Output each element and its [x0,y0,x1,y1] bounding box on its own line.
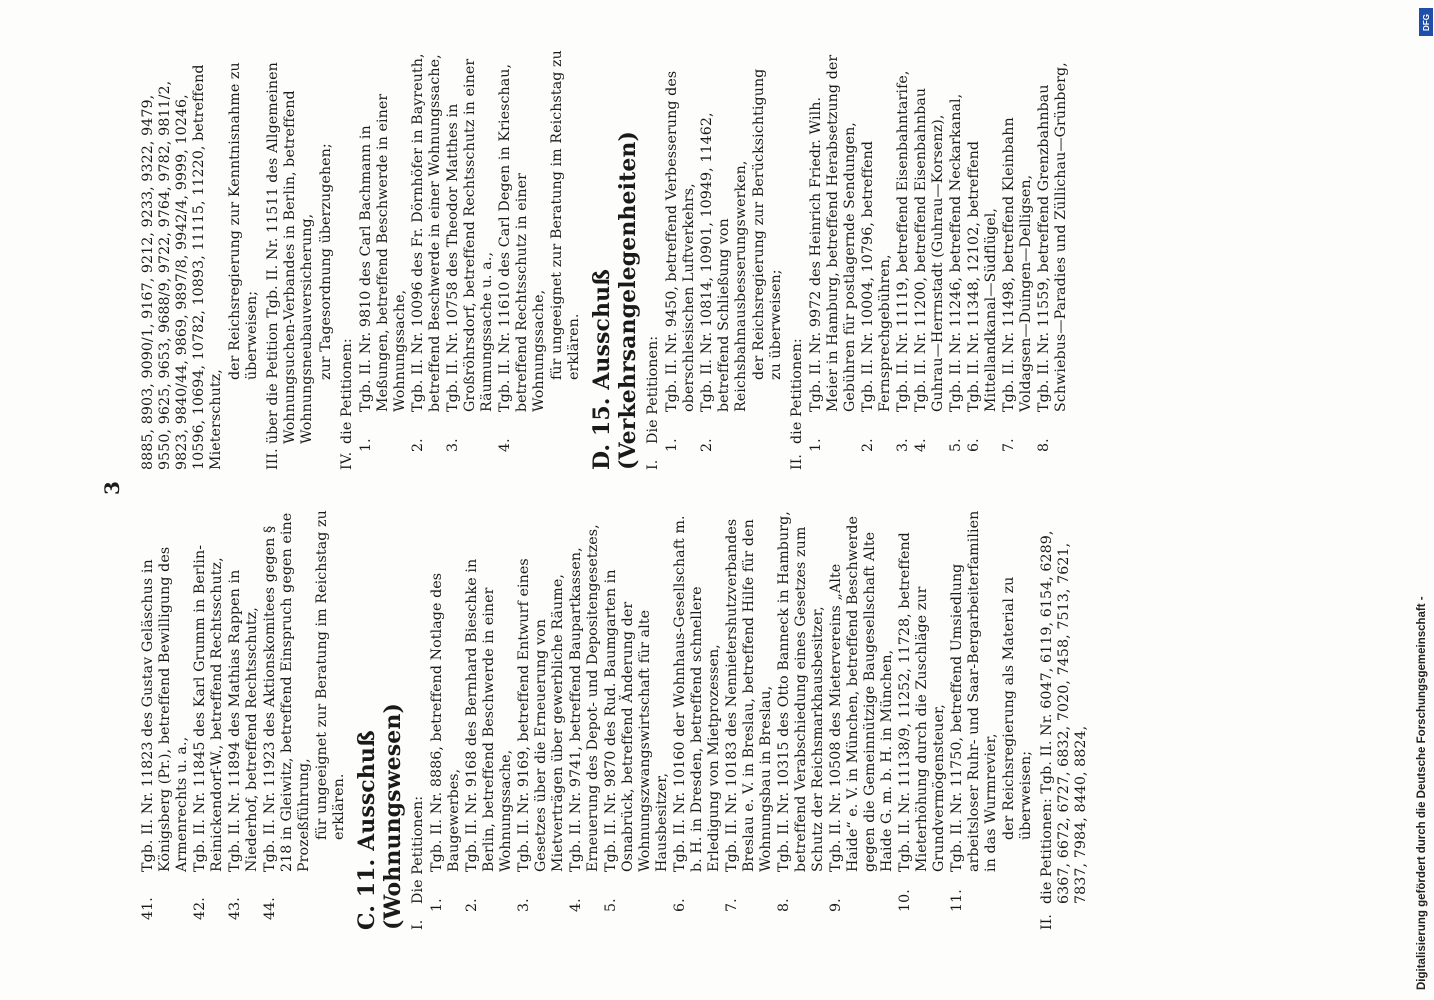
roman-text: über die Petition Tgb. II. Nr. 11511 des Allgemeinen Wohnungsuchen-Verbandes in Berlin, betreffend Wohnungsneubauversicherung, [265,62,315,444]
decision-text: der Reichsregierung als Material zu überweisen; [1001,576,1034,840]
item-number: 6. [672,898,688,912]
item-text: Tgb. II. Nr. 10814, 10901, 10949, 11462, betreffend Schließung von Reichsbahnausbesserungswerken, [699,112,749,412]
item-text: Tgb. II. Nr. 10315 des Otto Banneck in Hamburg, betreffend Verabschiedung eines Gesetzes zum Schutz der Reichsmarkhausbesitzer, [776,511,826,872]
item-number: 43. [227,897,243,920]
item-number: 3. [445,438,461,452]
decision-text: der Reichsregierung zur Berücksichtigung zu überweisen; [751,68,784,380]
item-text: Tgb. II. Nr. 11823 des Gustav Geläschus in Königsberg (Pr.), betreffend Bewilligung des Armenrechts u. a., [140,546,190,872]
item-number: 4. [497,438,513,452]
item-text: Tgb. II. Nr. 10096 des Fr. Dörnhöfer in Bayreuth, betreffend Beschwerde in einer Wohnungssache, [410,53,443,412]
roman-number: IV. [339,451,355,470]
list-item [464,510,515,930]
item-text: Tgb. II. Nr. 9810 des Carl Bachmann in Meßungen, betreffend Beschwerde in einer Wohnungssache, [358,93,408,412]
list-item [516,510,567,930]
item-number: 44. [262,897,278,920]
item-number: 7. [1001,438,1017,452]
left-column [140,510,1092,930]
item-text: Tgb. II. Nr. 11348, 12102, betreffend Mittellandkanal—Südflügel, [966,140,999,412]
item-number: 2. [410,438,426,452]
item-text: Tgb. II. Nr. 11923 des Aktionskomitees gegen § 218 in Gleiwitz, betreffend Einspruch gegen eine Prozeßführung, [262,512,312,872]
item-text: Tgb. II. Nr. 11894 des Mathias Rappen in Niederhof, betreffend Rechtsschutz, [227,569,260,872]
item-number: 6. [966,438,982,452]
decision-text: für ungeeignet zur Beratung im Reichstag zu erklären. [549,50,582,380]
item-number: 4. [913,438,929,452]
roman-number: II. [789,453,805,470]
item-number: 41. [140,897,156,920]
list-item [445,50,496,470]
list-item [913,50,947,470]
section-heading: C. 11. Ausschuß (Wohnungswesen) [354,703,406,930]
section-heading: D. 15. Ausschuß (Verkehrsangelegenheiten) [589,130,641,470]
item-text: Tgb. II. Nr. 9972 des Heinrich Friedr. Wilh. Meier in Hamburg, betreffend Herabsetzung der Gebühren für postlagernde Sendungen, [808,54,858,412]
item-text: Tgb. II. Nr. 11559, betreffend Grenzbahnbau Schwiebus—Paradies und Züllichau—Grünberg, [1036,62,1069,412]
rotated-page-content [100,40,1400,940]
list-item [140,510,191,930]
list-item [895,50,912,470]
list-item [410,50,444,470]
list-item [860,50,894,470]
list-item [664,50,698,470]
list-item [358,50,409,470]
list-item [828,510,896,930]
item-number: 1. [358,438,374,452]
item-number: 7. [724,898,740,912]
roman-label: Die Petitionen: [410,795,426,904]
list-item [429,510,463,930]
item-text: Tgb. II. Nr. 10004, 10796, betreffend Fernsprechgebühren, [860,140,893,412]
decision-text: für ungeeignet zur Beratung im Reichstag zu erklären. [314,510,347,840]
item-text: Tgb. II. Nr. 11845 des Karl Grumm in Berlin-Reinickendorf-W., betreffend Rechtsschutz, [192,544,225,872]
list-item [227,510,261,930]
item-text: Tgb. II. Nr. 9169, betreffend Entwurf eines Gesetzes über die Erneuerung von Mietverträgen über gewerbliche Räume, [516,558,566,872]
item-text: Tgb. II. Nr. 9168 des Bernhard Bieschke in Berlin, betreffend Beschwerde in einer Wohnungssache, [464,558,514,872]
list-item [699,50,750,470]
item-number: 5. [948,438,964,452]
decision-text: zur Tagesordnung überzugehen; [318,143,334,380]
continuation-text: 8885, 8903, 9090/1, 9167, 9212, 9233, 9322, 9479, 9550, 9625, 9653, 9688/9, 9722, 9764, 9782, 9811/2, 9823, 9840/44, 9869, 9897/8, 9942/4, 9999, 10246, 10596, 10694, 10782, 10893, 11115, 11220, betreffend Mieterschutz, [140,64,224,470]
item-text: Tgb. II. Nr. 11138/9, 11252, 11728, betreffend Mieterhöhung durch die Zuschläge zur Grundvermögensteuer, [897,532,947,872]
list-item [192,510,226,930]
roman-number: II. [1039,913,1055,930]
decision-text: der Reichsregierung zur Kenntnisnahme zu überweisen; [227,62,260,380]
item-text: Tgb. II. Nr. 9741, betreffend Baupartkassen, Erneuerung des Depot- und Depositengesetzes, [568,524,601,872]
item-text: Tgb. II. Nr. 11750, betreffend Umsiedlung arbeitsloser Ruhr- und Saar-Bergarbeiterfamilien in das Wurmrevier, [949,510,999,872]
item-text: Tgb. II. Nr. 10508 des Mietervereins „Alte Haide“ e. V. in München, betreffend Beschwerde gegen die Gemeinnützige Baugesellschaft Alte Haide G. m. b. H. in München, [828,515,895,872]
item-text: Tgb. II. Nr. 11610 des Carl Degen in Krieschau, betreffend Rechtsschutz in einer Wohnungssache, [497,63,547,412]
item-text: Tgb. II. Nr. 9450, betreffend Verbesserung des oberschlesischen Luftverkehrs, [664,70,697,412]
dfg-logo: DFG [1419,8,1433,36]
item-number: 11. [949,889,965,912]
item-number: 8. [1036,438,1052,452]
list-item [1001,50,1035,470]
item-number: 1. [808,438,824,452]
list-item [262,510,313,930]
item-number: 9. [828,898,844,912]
item-text: Tgb. II. Nr. 10758 des Theodor Matthes in Großröhrsdorf, betreffend Rechtsschutz in einer Räumungssache u. a., [445,58,495,412]
roman-item [265,50,316,470]
roman-item [410,510,427,930]
item-text: Tgb. II. Nr. 11119, betreffend Eisenbahntarife, [895,70,911,412]
item-text: Tgb. II. Nr. 10183 des Nennietershutzverbandes Breslau e. V. in Breslau, betreffend Hilfe für den Wohnungsbau in Breslau, [724,518,774,872]
roman-number: I. [645,459,661,470]
list-item [568,510,602,930]
roman-item [1039,510,1090,930]
item-text: Tgb. II. Nr. 8886, betreffend Notlage des Baugewerbes, [429,572,462,872]
item-number: 10. [897,889,913,912]
item-text: Tgb. II. Nr. 9870 des Rud. Baumgarten in Osnabrück, betreffend Änderung der Wohnungszwangswirtschaft für alte Hausbesitzer, [603,569,670,872]
item-number: 3. [895,438,911,452]
list-item [497,50,548,470]
list-item [966,50,1000,470]
item-number: 42. [192,897,208,920]
item-number: 2. [860,438,876,452]
list-item [672,510,723,930]
roman-item [645,50,662,470]
roman-text: die Petitionen: Tgb. II. Nr. 6047, 6119, 6154, 6289, 6367, 6672, 6727, 6832, 7020, 7458, 7513, 7621, 7837, 7984, 8440, 8824, [1039,530,1089,904]
page-number: 3 [100,481,124,495]
list-item [808,50,859,470]
roman-item [789,50,806,470]
roman-number: I. [410,919,426,930]
roman-label: Die Petitionen: [645,335,661,444]
item-number: 1. [664,438,680,452]
item-number: 8. [776,898,792,912]
list-item [724,510,775,930]
item-number: 1. [429,898,445,912]
right-column [140,50,1071,470]
roman-item [339,50,356,470]
list-item [897,510,948,930]
roman-number: III. [265,448,281,470]
item-number: 4. [568,898,584,912]
item-number: 2. [464,898,480,912]
item-number: 2. [699,438,715,452]
item-number: 5. [603,898,619,912]
list-item [603,510,671,930]
list-item [776,510,827,930]
list-item [948,50,965,470]
roman-label: die Petitionen: [789,338,805,444]
roman-label: die Petitionen: [339,338,355,444]
item-text: Tgb. II. Nr. 10160 der Wohnhaus-Gesellschaft m. b. H. in Dresden, betreffend schnellere Erledigung von Mietprozessen, [672,515,722,872]
item-text: Tgb. II. Nr. 11498, betreffend Kleinbahn Voldagsen—Duingen—Delligsen, [1001,117,1034,412]
digitization-credit: Digitalisierung gefördert durch die Deutsche Forschungsgemeinschaft - [1416,596,1428,990]
item-text: Tgb. II. Nr. 11246, betreffend Neckarkanal, [948,93,964,412]
item-number: 3. [516,898,532,912]
list-item [949,510,1000,930]
list-item [1036,50,1070,470]
item-text: Tgb. II. Nr. 11200, betreffend Eisenbahnbau Guhrau—Herrnstadt (Guhrau—Korsenz), [913,87,946,412]
